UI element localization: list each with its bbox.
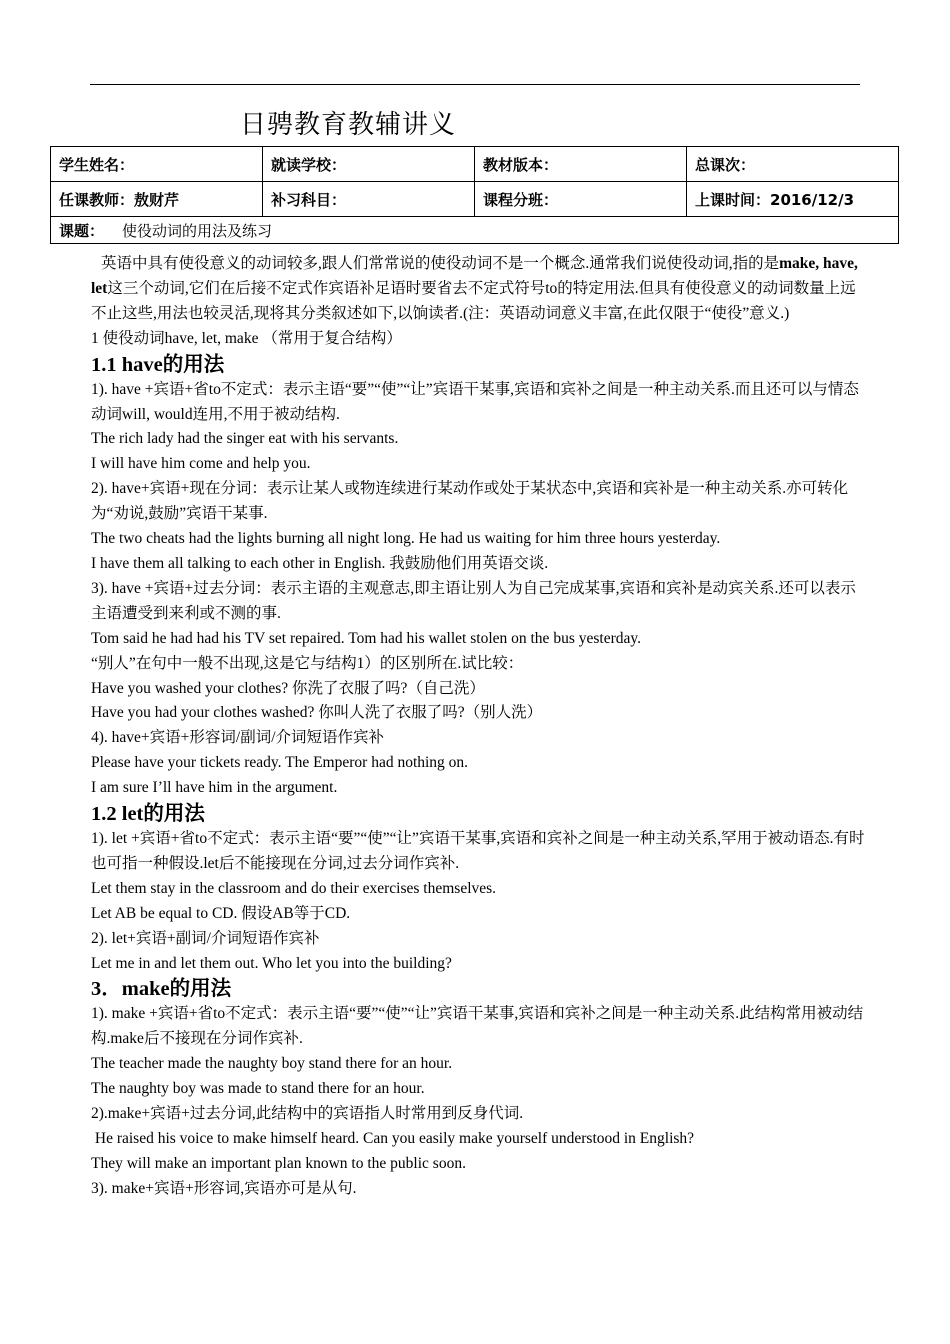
have-example-6: Have you washed your clothes? 你洗了衣服了吗?（自己洗） — [91, 679, 485, 697]
topic-cell — [51, 217, 899, 244]
let-example-2: Let AB be equal to CD. 假设AB等于CD. — [91, 904, 351, 922]
intro-bold-verbs: make, have, let — [91, 255, 858, 297]
have-example-7: Have you had your clothes washed? 你叫人洗了衣服了吗?（别人洗） — [91, 704, 543, 722]
section-1-line: 1 使役动词have, let, make （常用于复合结构） — [91, 329, 402, 347]
student-name-cell: 学生姓名： — [51, 147, 263, 182]
make-example-3: He raised his voice to make himself heard. Can you easily make yourself understood in English? — [91, 1130, 695, 1147]
info-table — [50, 146, 899, 244]
document-title: 日骋教育教辅讲义 — [240, 110, 457, 140]
have-example-8: Please have your tickets ready. The Emperor had nothing on. — [91, 754, 469, 772]
info-row-1 — [51, 147, 899, 182]
let-rule-1: 1). let +宾语+省to不定式：表示主语“要”“使”“让”宾语干某事,宾语和宾补之间是一种主动关系,罕用于被动语态.有时也可指一种假设.let后不能接现在分词,过去分词作宾补. — [91, 830, 865, 872]
make-example-2: The naughty boy was made to stand there for an hour. — [91, 1080, 425, 1098]
class-group-cell: 课程分班： — [475, 182, 687, 217]
intro-paragraph — [91, 252, 866, 327]
topic-value: 使役动词的用法及练习 — [122, 221, 273, 240]
make-rule-2: 2).make+宾语+过去分词,此结构中的宾语指人时常用到反身代词. — [91, 1105, 524, 1123]
let-rule-2: 2). let+宾语+副词/介词短语作宾补 — [91, 929, 320, 947]
teacher-cell: 任课教师：敖财芹 — [51, 182, 263, 217]
info-row-2 — [51, 182, 899, 217]
have-rule-1: 1). have +宾语+省to不定式：表示主语“要”“使”“让”宾语干某事,宾语和宾补之间是一种主动关系.而且还可以与情态动词will, would连用,不用于被动结构. — [91, 380, 859, 423]
textbook-cell: 教材版本： — [475, 147, 687, 182]
intro-text-b: 这三个动词,它们在后接不定式作宾语补足语时要省去不定式符号to的特定用法.但具有使役意义的动词数量上远不止这些,用法也较灵活,现将其分类叙述如下,以饷读者.(注：英语动词意义丰富,在此仅限于“使役”意义.) — [91, 279, 856, 322]
have-example-2: I will have him come and help you. — [91, 455, 311, 473]
lesson-content — [91, 252, 866, 1202]
let-example-1: Let them stay in the classroom and do their exercises themselves. — [91, 879, 497, 897]
heading-have: 1.1 have的用法 — [91, 353, 225, 376]
have-example-9: I am sure I’ll have him in the argument. — [91, 779, 338, 797]
have-example-4: I have them all talking to each other in English. 我鼓励他们用英语交谈. — [91, 554, 549, 572]
have-example-3: The two cheats had the lights burning all night long. He had us waiting for him three hours yesterday. — [91, 530, 721, 548]
make-rule-3: 3). make+宾语+形容词,宾语亦可是从句. — [91, 1179, 357, 1197]
info-row-topic — [51, 217, 899, 244]
school-cell: 就读学校： — [263, 147, 475, 182]
have-rule-2: 2). have+宾语+现在分词：表示让某人或物连续进行某动作或处于某状态中,宾语和宾补是一种主动关系.亦可转化为“劝说,鼓励”宾语干某事. — [91, 480, 849, 523]
have-rule-3: 3). have +宾语+过去分词：表示主语的主观意志,即主语让别人为自己完成某事,宾语和宾补是动宾关系.还可以表示主语遭受到来利或不测的事. — [91, 579, 856, 622]
make-rule-1: 1). make +宾语+省to不定式：表示主语“要”“使”“让”宾语干某事,宾语和宾补之间是一种主动关系.此结构常用被动结构.make后不接现在分词作宾补. — [91, 1005, 864, 1048]
heading-let: 1.2 let的用法 — [91, 803, 205, 826]
let-example-3: Let me in and let them out. Who let you into the building? — [91, 954, 452, 972]
make-example-4: They will make an important plan known to the public soon. — [91, 1154, 466, 1172]
make-example-1: The teacher made the naughty boy stand there for an hour. — [91, 1055, 453, 1073]
subject-cell: 补习科目： — [263, 182, 475, 217]
have-example-1: The rich lady had the singer eat with his servants. — [91, 430, 399, 448]
total-lessons-cell: 总课次： — [687, 147, 899, 182]
class-time-cell: 上课时间：2016/12/3 — [687, 182, 899, 217]
heading-make: 3．make的用法 — [91, 978, 232, 1001]
intro-text-a: 英语中具有使役意义的动词较多,跟人们常常说的使役动词不是一个概念.通常我们说使役动词,指的是 — [101, 255, 780, 272]
header-rule — [90, 84, 860, 85]
topic-label: 课题： — [59, 221, 105, 240]
have-example-5: Tom said he had had his TV set repaired. Tom had his wallet stolen on the bus yesterday. — [91, 629, 641, 647]
have-note: “别人”在句中一般不出现,这是它与结构1）的区别所在.试比较： — [91, 654, 524, 672]
have-rule-4: 4). have+宾语+形容词/副词/介词短语作宾补 — [91, 729, 385, 747]
